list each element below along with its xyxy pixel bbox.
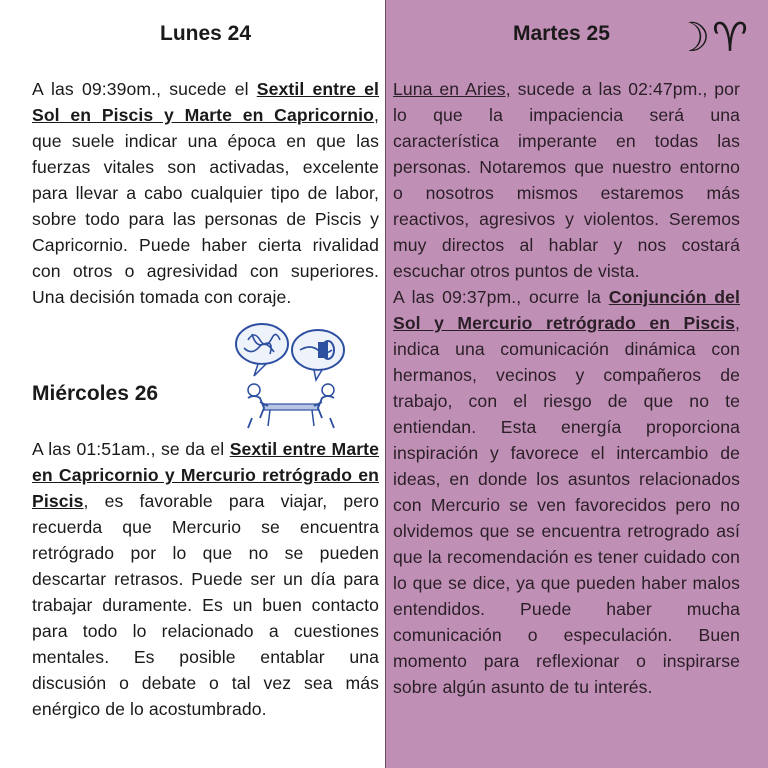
heading-lunes: Lunes 24 — [160, 22, 252, 45]
moon-aries-symbols-icon: ☽♈ — [674, 16, 750, 60]
lunes-intro: A las 09:39om., sucede el — [32, 79, 257, 99]
paragraph-miercoles — [32, 436, 379, 722]
link-conjuncion-sol-mercurio[interactable]: Conjunción del Sol y Mercurio retrógrado en Piscis — [393, 287, 740, 333]
heading-miercoles: Miércoles 26 — [32, 382, 159, 405]
paragraph-lunes — [32, 76, 379, 310]
lunes-rest: , que suele indicar una época en que las fuerzas vitales son activadas, excelente para llevar a cabo cualquier tipo de labor, sobre todo para las personas de Piscis y Capricornio. Puede haber cierta rivalidad con otros o agresividad con superiores. Una decisión tomada con coraje. — [32, 105, 379, 307]
miercoles-rest: , es favorable para viajar, pero recuerda que Mercurio se encuentra retrógrado por lo que no se pueden descartar retrasos. Puede ser un día para trabajar duramente. Es un buen contacto para todo lo relacionado a cuestiones mentales. Es posible entablar una discusión o debate o tal vez sea más enérgico de lo acostumbrado. — [32, 491, 379, 719]
heading-martes: Martes 25 — [513, 22, 610, 45]
link-sextil-marte-mercurio[interactable]: Sextil entre Marte en Capricornio y Mercurio retrógrado en Piscis — [32, 439, 379, 511]
right-column — [385, 0, 768, 768]
two-people-talking-icon — [234, 320, 346, 430]
miercoles-intro: A las 01:51am., se da el — [32, 439, 230, 459]
martes-p2-rest: , indica una comunicación dinámica con hermanos, vecinos y compañeros de trabajo, con el riesgo de que no te entiendan. Esta energía proporciona inspiración y favorece el intercambio de ideas, en donde los asuntos relacionados con Mercurio se ven favorecidos pero no olvidemos que se encuentra retrogrado así que la recomendación es tener cuidado con lo que se dice, ya que pueden haber malos entendidos. Puede haber mucha comunicación o especulación. Buen momento para reflexionar o inspirarse sobre algún asunto de tu interés. — [393, 313, 740, 697]
link-luna-aries[interactable]: Luna en Aries, — [393, 79, 511, 99]
link-sextil-sol-marte[interactable]: Sextil entre el Sol en Piscis y Marte en Capricornio — [32, 79, 379, 125]
martes-p2-intro: A las 09:37pm., ocurre la — [393, 287, 609, 307]
martes-p1-rest: sucede a las 02:47pm., por lo que la impaciencia será una característica imperante en todas las personas. Notaremos que nuestro entorno o nosotros mismos estaremos más reactivos, agresivos y violentos. Seremos muy directos al hablar y nos costará escuchar otros puntos de vista. — [393, 79, 740, 281]
paragraph-martes-1 — [393, 76, 740, 284]
paragraph-martes-2 — [393, 284, 740, 700]
